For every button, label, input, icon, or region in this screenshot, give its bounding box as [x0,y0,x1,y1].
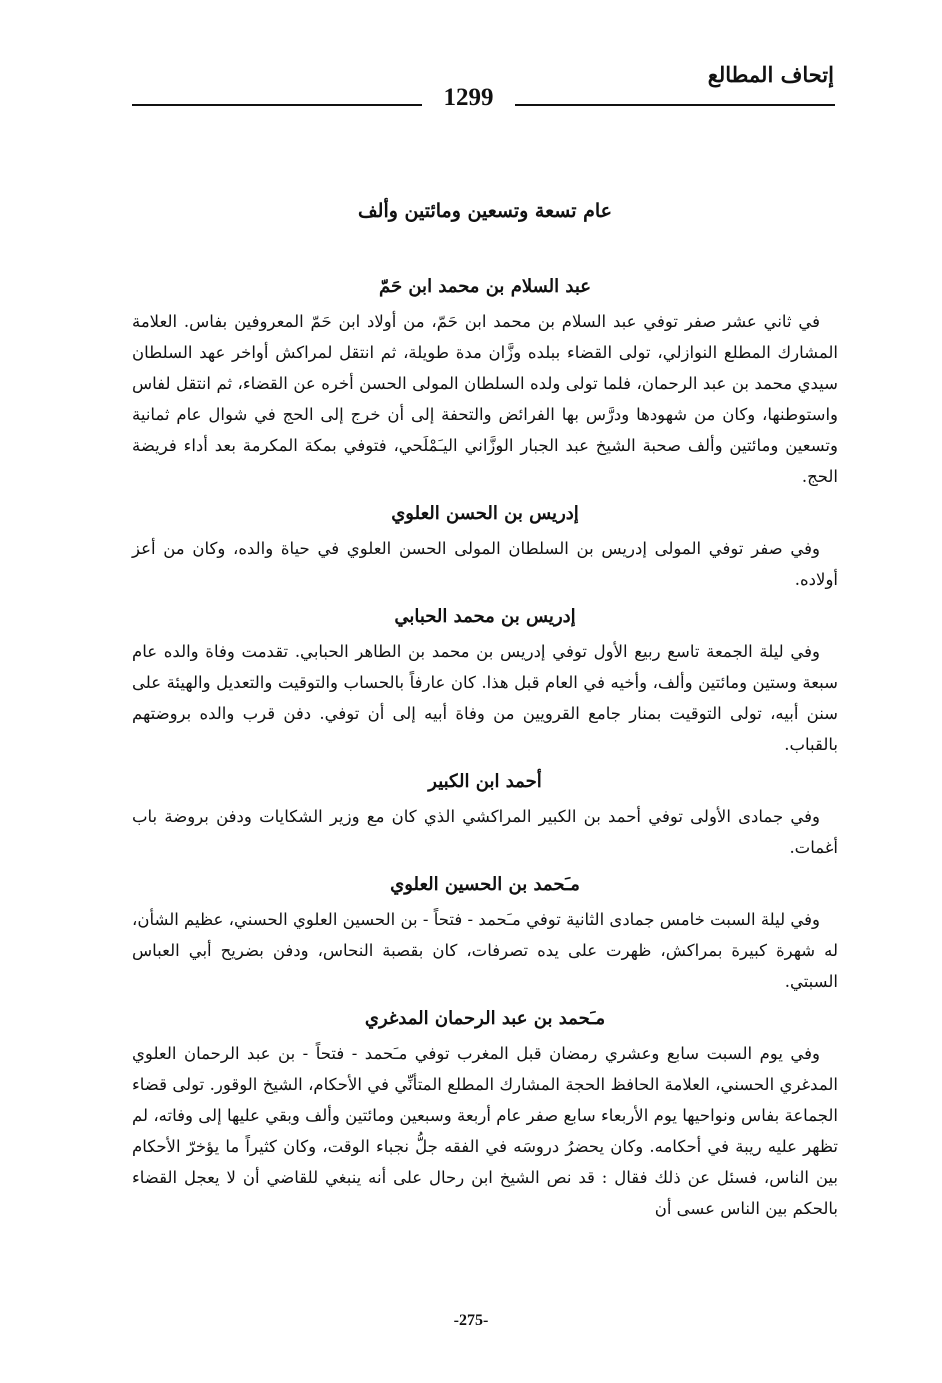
entry-abdessalam [132,271,838,492]
entry-idriss-habbabi [132,601,838,760]
entry-mohammed-housseini [132,869,838,997]
entry-ahmed-kabir [132,766,838,863]
entry-title: أحمد ابن الكبير [428,771,542,792]
entry-text: وفي ليلة السبت خامس جمادى الثانية توفي مـَحمد - فتحاً - بن الحسين العلوي الحسني، عظيم الشأن، له شهرة كبيرة بمراكش، ظهرت على يده تصرفات، كان بقصبة النحاس، ودفن بضريح أبي العباس السبتي. [132,910,838,991]
entry-mohammed-madghari [132,1003,838,1224]
header-rule-right [515,104,835,106]
entry-text: وفي ليلة الجمعة تاسع ربيع الأول توفي إدريس بن محمد بن الطاهر الحبابي. تقدمت وفاة والده عام سبعة وستين ومائتين وألف، وأخيه في العام قبل هذا. كان عارفاً بالحساب والتوقيت والتعديل والهيئة على سنن أبيه، تولى التوقيت بمنار جامع القرويين من وفاة أبيه إلى أن توفي. دفن قرب والده بروضتهم بالقباب. [132,642,838,754]
page-number: -275- [453,1312,489,1329]
entry-title: مـَحمد بن عبد الرحمان المدغري [364,1008,606,1029]
running-header-title: إتحاف المطالع [707,62,834,87]
entry-title: إدريس بن الحسن العلوي [391,503,579,524]
header-year-number: 1299 [443,84,494,111]
entry-text: وفي صفر توفي المولى إدريس بن السلطان المولى الحسن العلوي في حياة والده، وكان من أعز أولاده. [132,539,838,589]
entry-title: إدريس بن محمد الحبابي [394,606,576,627]
entry-text: وفي يوم السبت سابع وعشري رمضان قبل المغرب توفي مـَحمد - فتحاً - بن عبد الرحمان العلوي المدغري الحسني، العلامة الحافظ الحجة المشارك المطلع المتأنِّي في الأحكام، الشيخ الوقور. تولى قضاء الجماعة بفاس ونواحيها يوم الأربعاء سابع صفر عام أربعة وسبعين ومائتين وألف وبقي عليها إلى وفاته، لم تظهر عليه ريبة في أحكامه. وكان يحضرُ دروسَه في الفقه جلُّ نجباء الوقت، وكان كثيراً ما يؤخرّ الأحكام بين الناس، فسئل عن ذلك فقال : قد نص الشيخ ابن رحال على أنه ينبغي للقاضي أن لا يعجل القضاء بالحكم بين الناس عسى أن [132,1044,838,1218]
header-rule-left [132,104,422,106]
entry-title: عبد السلام بن محمد ابن حَمّ [378,276,592,297]
page-content [132,196,838,1226]
year-heading: عام تسعة وتسعين ومائتين وألف [358,200,612,222]
entry-text: وفي جمادى الأولى توفي أحمد بن الكبير المراكشي الذي كان مع وزير الشكايات ودفن بروضة باب أغمات. [132,807,838,857]
entry-title: مـَحمد بن الحسين العلوي [390,874,580,895]
entry-text: في ثاني عشر صفر توفي عبد السلام بن محمد ابن حَمّ، من أولاد ابن حَمّ المعروفين بفاس. العلامة المشارك المطلع النوازلي، تولى القضاء ببلده وزَّان مدة طويلة، ثم انتقل لمراكش أواخر عهد السلطان سيدي محمد بن عبد الرحمان، فلما تولى ولده السلطان المولى الحسن أخره عن القضاء، ثم انتقل لفاس واستوطنها، وكان من شهودها ودرَّس بها الفرائض والتحفة إلى أن خرج إلى الحج في شوال عام ثمانية وتسعين ومائتين وألف صحبة الشيخ عبد الجبار الوزَّاني اليـَمْلَحي، فتوفي بمكة المكرمة بعد أداء فريضة الحج. [132,312,838,486]
entry-idriss-alaoui [132,498,838,595]
